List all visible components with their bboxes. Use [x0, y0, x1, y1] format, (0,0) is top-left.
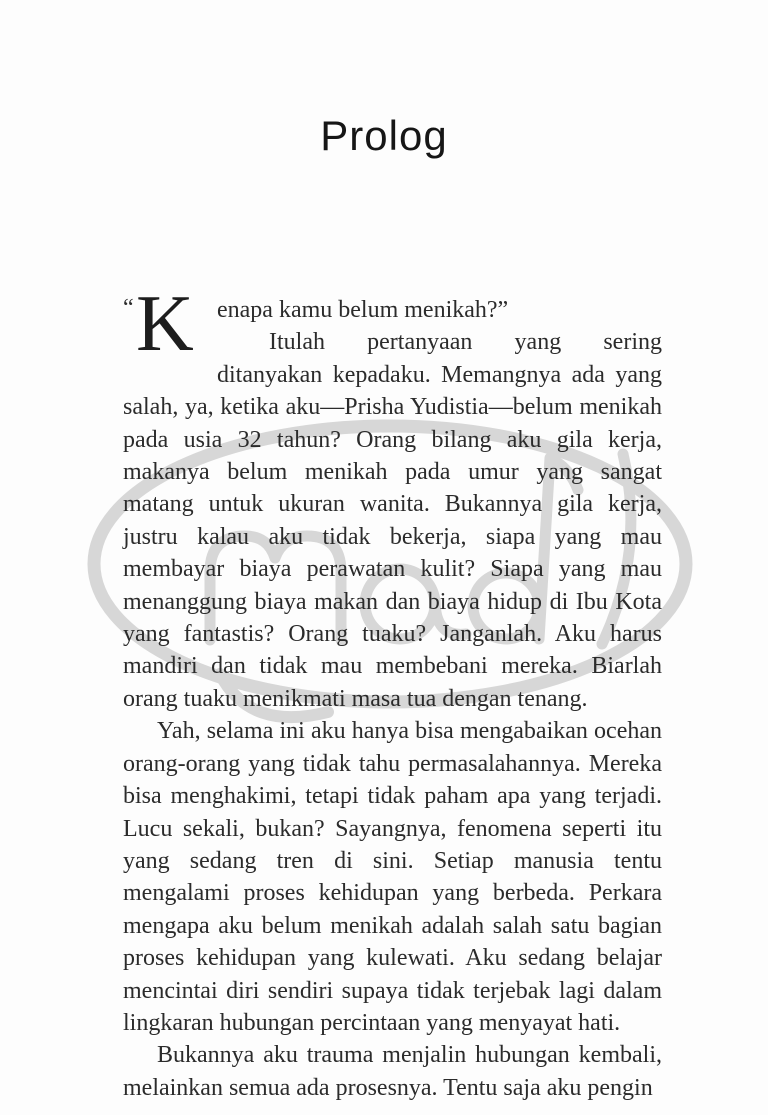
paragraph-1-text: Itulah pertanyaan yang sering ditanyakan kepadaku. Memangnya ada yang salah, ya, ketika aku—Prisha Yudistia—belum menikah pada usia 32 tahun? Orang bilang aku gila kerja, makanya belum menikah pada umur yang sangat matang untuk ukuran wanita. Bukannya gila kerja, justru kalau aku tidak bekerja, siapa yang mau membayar biaya perawatan kulit? Siapa yang mau menanggung biaya makan dan biaya hidup di Ibu Kota yang fantastis? Orang tuaku? Janganlah. Aku harus mandiri dan tidak mau membebani mereka. Biarlah orang tuaku menikmati masa tua dengan tenang. [123, 329, 662, 712]
dropcap-open-quote: “ [123, 295, 134, 321]
second-line-indent-spacer [217, 348, 269, 349]
paragraph-3: Bukannya aku trauma menjalin hubungan kembali, melainkan semua ada prosesnya. Tentu saja aku pengin [123, 1042, 662, 1101]
chapter-title: Prolog [320, 112, 448, 159]
opening-line: enapa kamu belum menikah?” [217, 297, 509, 323]
dropcap-block [123, 280, 217, 368]
paragraph-opening [123, 280, 662, 715]
page-text [123, 280, 662, 1104]
dropcap-letter: K [136, 280, 194, 368]
paragraph-2: Yah, selama ini aku hanya bisa mengabaikan ocehan orang-orang yang tidak tahu permasalahannya. Mereka bisa menghakimi, tetapi tidak paham apa yang terjadi. Lucu sekali, bukan? Sayangnya, fenomena seperti itu yang sedang tren di sini. Setiap manusia tentu mengalami proses kehidupan yang berbeda. Perkara mengapa aku belum menikah adalah salah satu bagian proses kehidupan yang kulewati. Aku sedang belajar mencintai diri sendiri supaya tidak terjebak lagi dalam lingkaran hubungan percintaan yang menyayat hati. [123, 718, 662, 1036]
